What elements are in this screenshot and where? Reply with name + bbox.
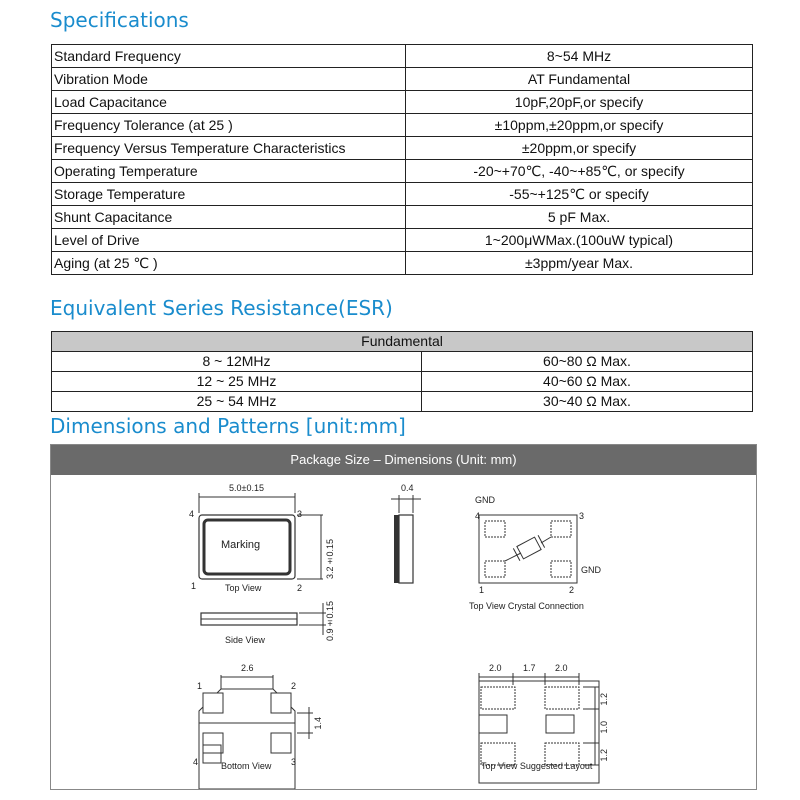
bottom-view-height-dim: 1.4	[313, 717, 323, 730]
spec-row	[52, 91, 753, 114]
esr-value: 40~60 Ω Max.	[422, 372, 753, 392]
layout-dim-a: 2.0	[489, 663, 502, 673]
esr-value: 60~80 Ω Max.	[422, 352, 753, 372]
spec-row	[52, 160, 753, 183]
spec-value: 5 pF Max.	[406, 206, 753, 229]
layout-dim-b: 1.7	[523, 663, 536, 673]
pad-4	[485, 521, 505, 537]
side-view-height-dim: 0.9±0.15	[325, 601, 335, 642]
spec-value: ±3ppm/year Max.	[406, 252, 753, 275]
package-size-header: Package Size – Dimensions (Unit: mm)	[51, 445, 756, 475]
layout-pad-2	[546, 715, 574, 733]
spec-value: AT Fundamental	[406, 68, 753, 91]
esr-row	[52, 352, 753, 372]
spec-row	[52, 45, 753, 68]
spec-value: ±20ppm,or specify	[406, 137, 753, 160]
pad-3	[551, 521, 571, 537]
layout-dim-c: 2.0	[555, 663, 568, 673]
esr-row	[52, 372, 753, 392]
spec-label: Standard Frequency	[52, 45, 406, 68]
thickness-view-package	[399, 515, 413, 583]
dimensions-panel	[50, 444, 757, 790]
spec-value: 1~200μWMax.(100uW typical)	[406, 229, 753, 252]
spec-value: ±10ppm,±20ppm,or specify	[406, 114, 753, 137]
pad-1	[485, 561, 505, 577]
bottom-pad-1	[203, 693, 223, 713]
esr-value: 30~40 Ω Max.	[422, 392, 753, 412]
layout-caption: Top View Suggested Layout	[481, 761, 593, 771]
esr-row	[52, 392, 753, 412]
crystal-connection-outline	[479, 515, 577, 583]
crystal-pin-4: 4	[475, 511, 481, 521]
spec-label: Vibration Mode	[52, 68, 406, 91]
spec-label: Frequency Versus Temperature Characteristics	[52, 137, 406, 160]
bottom-pad-3	[271, 733, 291, 753]
top-view-pin-4: 4	[189, 509, 195, 519]
bottom-view-width-dim: 2.6	[241, 663, 254, 673]
spec-row	[52, 183, 753, 206]
layout-v3: 1.2	[599, 749, 609, 762]
top-view-caption: Top View	[225, 583, 262, 593]
side-view-caption: Side View	[225, 635, 265, 645]
layout-v2: 1.0	[599, 721, 609, 734]
bottom-pin-4: 4	[193, 757, 199, 767]
dimensions-title: Dimensions and Patterns [unit:mm]	[50, 414, 406, 438]
spec-value: 10pF,20pF,or specify	[406, 91, 753, 114]
specifications-table	[51, 44, 753, 275]
esr-header: Fundamental	[52, 332, 753, 352]
thickness-view-edge	[394, 515, 399, 583]
esr-range: 8 ~ 12MHz	[52, 352, 422, 372]
spec-label: Frequency Tolerance (at 25 )	[52, 114, 406, 137]
esr-title: Equivalent Series Resistance(ESR)	[50, 296, 393, 320]
spec-label: Load Capacitance	[52, 91, 406, 114]
top-view-pin-3: 3	[297, 509, 303, 519]
specifications-title: Specifications	[50, 8, 189, 32]
bottom-view-caption: Bottom View	[221, 761, 272, 771]
spec-value: -20~+70℃, -40~+85℃, or specify	[406, 160, 753, 183]
spec-label: Operating Temperature	[52, 160, 406, 183]
spec-row	[52, 252, 753, 275]
bottom-pin-2: 2	[291, 681, 297, 691]
spec-label: Storage Temperature	[52, 183, 406, 206]
esr-table	[51, 331, 753, 412]
thickness-dim: 0.4	[401, 483, 414, 493]
top-view-pin-2: 2	[297, 583, 303, 593]
bottom-pad-2	[271, 693, 291, 713]
layout-pad-3	[545, 687, 579, 709]
spec-label: Level of Drive	[52, 229, 406, 252]
spec-value: -55~+125℃ or specify	[406, 183, 753, 206]
dimension-drawing-svg	[51, 475, 756, 789]
spec-label: Shunt Capacitance	[52, 206, 406, 229]
esr-range: 12 ~ 25 MHz	[52, 372, 422, 392]
pad-2	[551, 561, 571, 577]
crystal-symbol	[517, 537, 541, 559]
layout-pad-1	[479, 715, 507, 733]
spec-row	[52, 206, 753, 229]
crystal-connection-caption: Top View Crystal Connection	[469, 601, 584, 611]
bottom-pin-1: 1	[197, 681, 203, 691]
esr-range: 25 ~ 54 MHz	[52, 392, 422, 412]
dimensions-drawing	[51, 475, 756, 789]
spec-row	[52, 114, 753, 137]
gnd-top-label: GND	[475, 495, 495, 505]
spec-row	[52, 229, 753, 252]
layout-pad-4	[481, 687, 515, 709]
crystal-pin-2: 2	[569, 585, 575, 595]
marking-label: Marking	[221, 539, 261, 551]
spec-label: Aging (at 25 ℃ )	[52, 252, 406, 275]
spec-row	[52, 137, 753, 160]
layout-v1: 1.2	[599, 693, 609, 706]
gnd-right-label: GND	[581, 565, 601, 575]
crystal-pin-3: 3	[579, 511, 585, 521]
bottom-pad-4	[203, 733, 223, 753]
top-view-pin-1: 1	[191, 581, 197, 591]
spec-row	[52, 68, 753, 91]
top-view-width-dim: 5.0±0.15	[229, 483, 264, 493]
top-view-height-dim: 3.2±0.15	[325, 539, 335, 580]
bottom-pin-3: 3	[291, 757, 297, 767]
spec-value: 8~54 MHz	[406, 45, 753, 68]
crystal-pin-1: 1	[479, 585, 485, 595]
